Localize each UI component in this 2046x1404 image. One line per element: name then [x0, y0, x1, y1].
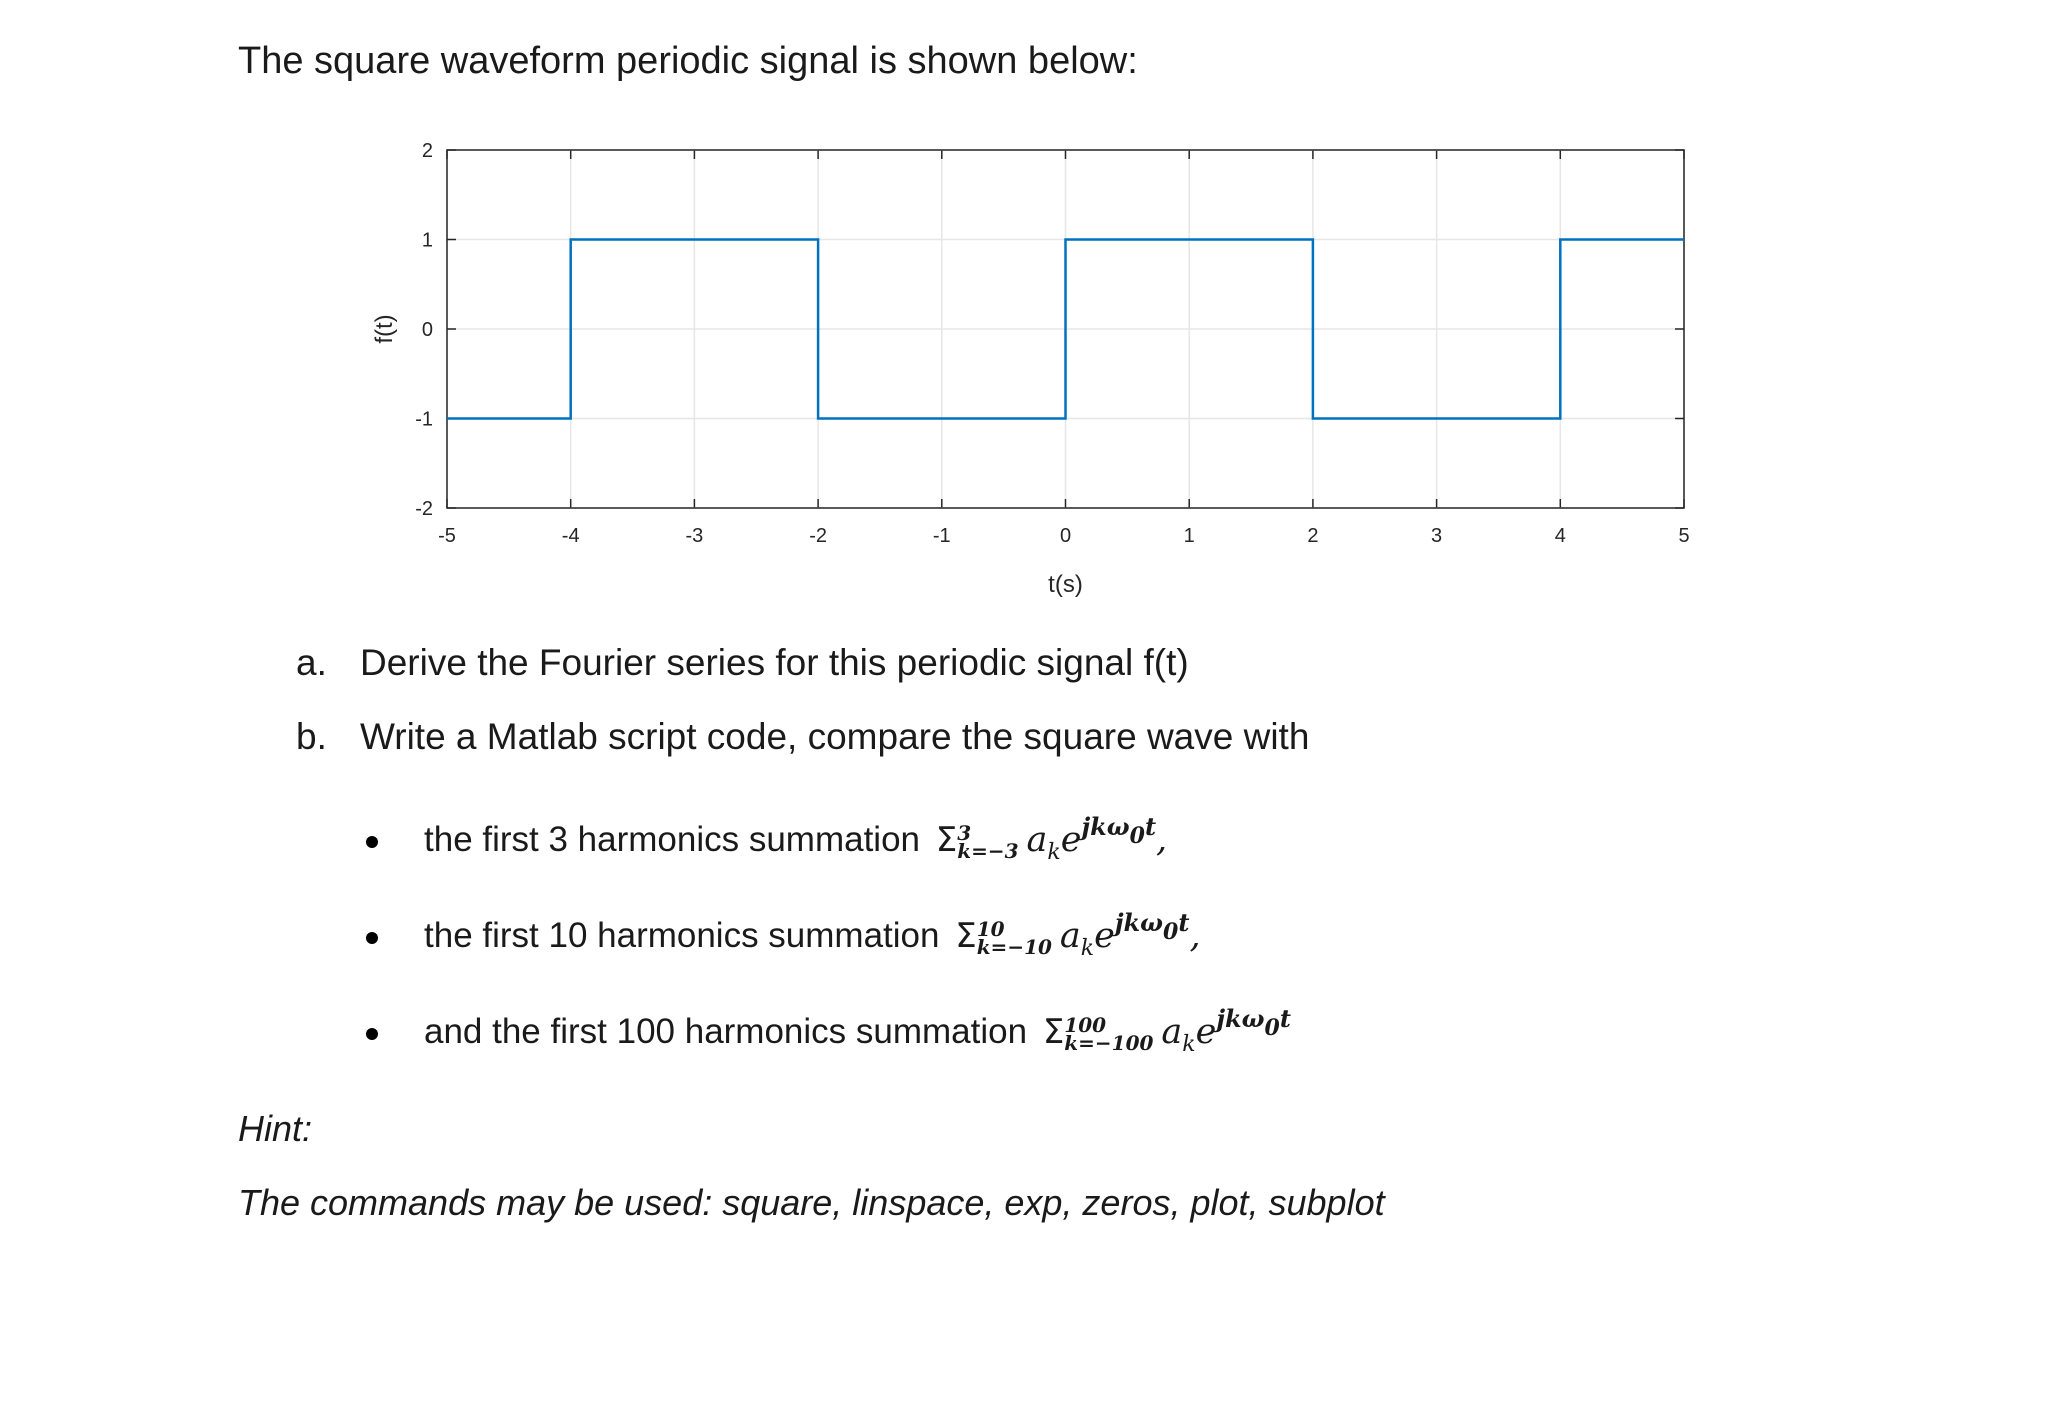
bullet-harmonics-10	[366, 908, 1201, 961]
bullet-dot	[366, 1028, 378, 1040]
bullet-harmonics-100	[366, 1004, 1291, 1057]
x-tick-label: 3	[1431, 525, 1443, 547]
x-tick-label: -3	[685, 525, 704, 547]
bullet-dot	[366, 932, 378, 944]
square-wave-chart	[0, 0, 2046, 620]
intro-text: The square waveform periodic signal is shown below:	[238, 40, 1138, 82]
task-a	[296, 642, 1189, 684]
y-tick-label: -2	[415, 498, 433, 520]
summation-formula: Σ 10 k=−10 $a_ke^{jk\omega 0t}$,	[955, 908, 1201, 961]
x-axis-label: t(s)	[1048, 571, 1083, 598]
x-tick-label: -4	[561, 525, 580, 547]
x-tick-label: -2	[809, 525, 827, 547]
summation-formula: Σ 3 k=−3 $a_ke^{jk\omega 0t}$,	[935, 812, 1168, 865]
y-tick-label: 1	[421, 229, 433, 252]
x-tick-label: 0	[1059, 525, 1072, 547]
x-tick-label: -1	[932, 525, 951, 547]
task-b-marker: b.	[296, 716, 327, 757]
summation-formula: Σ 100 k=−100 $a_ke^{jk\omega 0t}$	[1042, 1004, 1291, 1057]
bullet-text: the first 3 harmonics summation	[424, 820, 921, 859]
bullet-text: the first 10 harmonics summation	[424, 916, 940, 955]
bullet-harmonics-3	[366, 812, 1167, 865]
y-axis-label: f(t)	[371, 314, 398, 344]
task-b	[296, 716, 1309, 758]
y-tick-label: -1	[415, 408, 433, 431]
x-tick-label: 2	[1307, 525, 1319, 547]
x-tick-label: 1	[1183, 525, 1195, 547]
task-a-marker: a.	[296, 642, 327, 683]
x-tick-label: 4	[1554, 525, 1566, 547]
x-tick-label: -5	[438, 525, 456, 547]
bullet-dot	[366, 836, 378, 848]
hint-label: Hint:	[238, 1108, 313, 1149]
y-tick-label: 0	[421, 319, 433, 341]
task-a-text: Derive the Fourier series for this periodic signal f(t)	[360, 642, 1189, 683]
y-tick-label: 2	[421, 140, 433, 162]
x-tick-label: 5	[1678, 525, 1690, 547]
task-b-text: Write a Matlab script code, compare the square wave with	[360, 716, 1310, 757]
bullet-text: and the first 100 harmonics summation	[424, 1012, 1028, 1051]
hint-text: The commands may be used: square, linspace, exp, zeros, plot, subplot	[238, 1182, 1385, 1223]
